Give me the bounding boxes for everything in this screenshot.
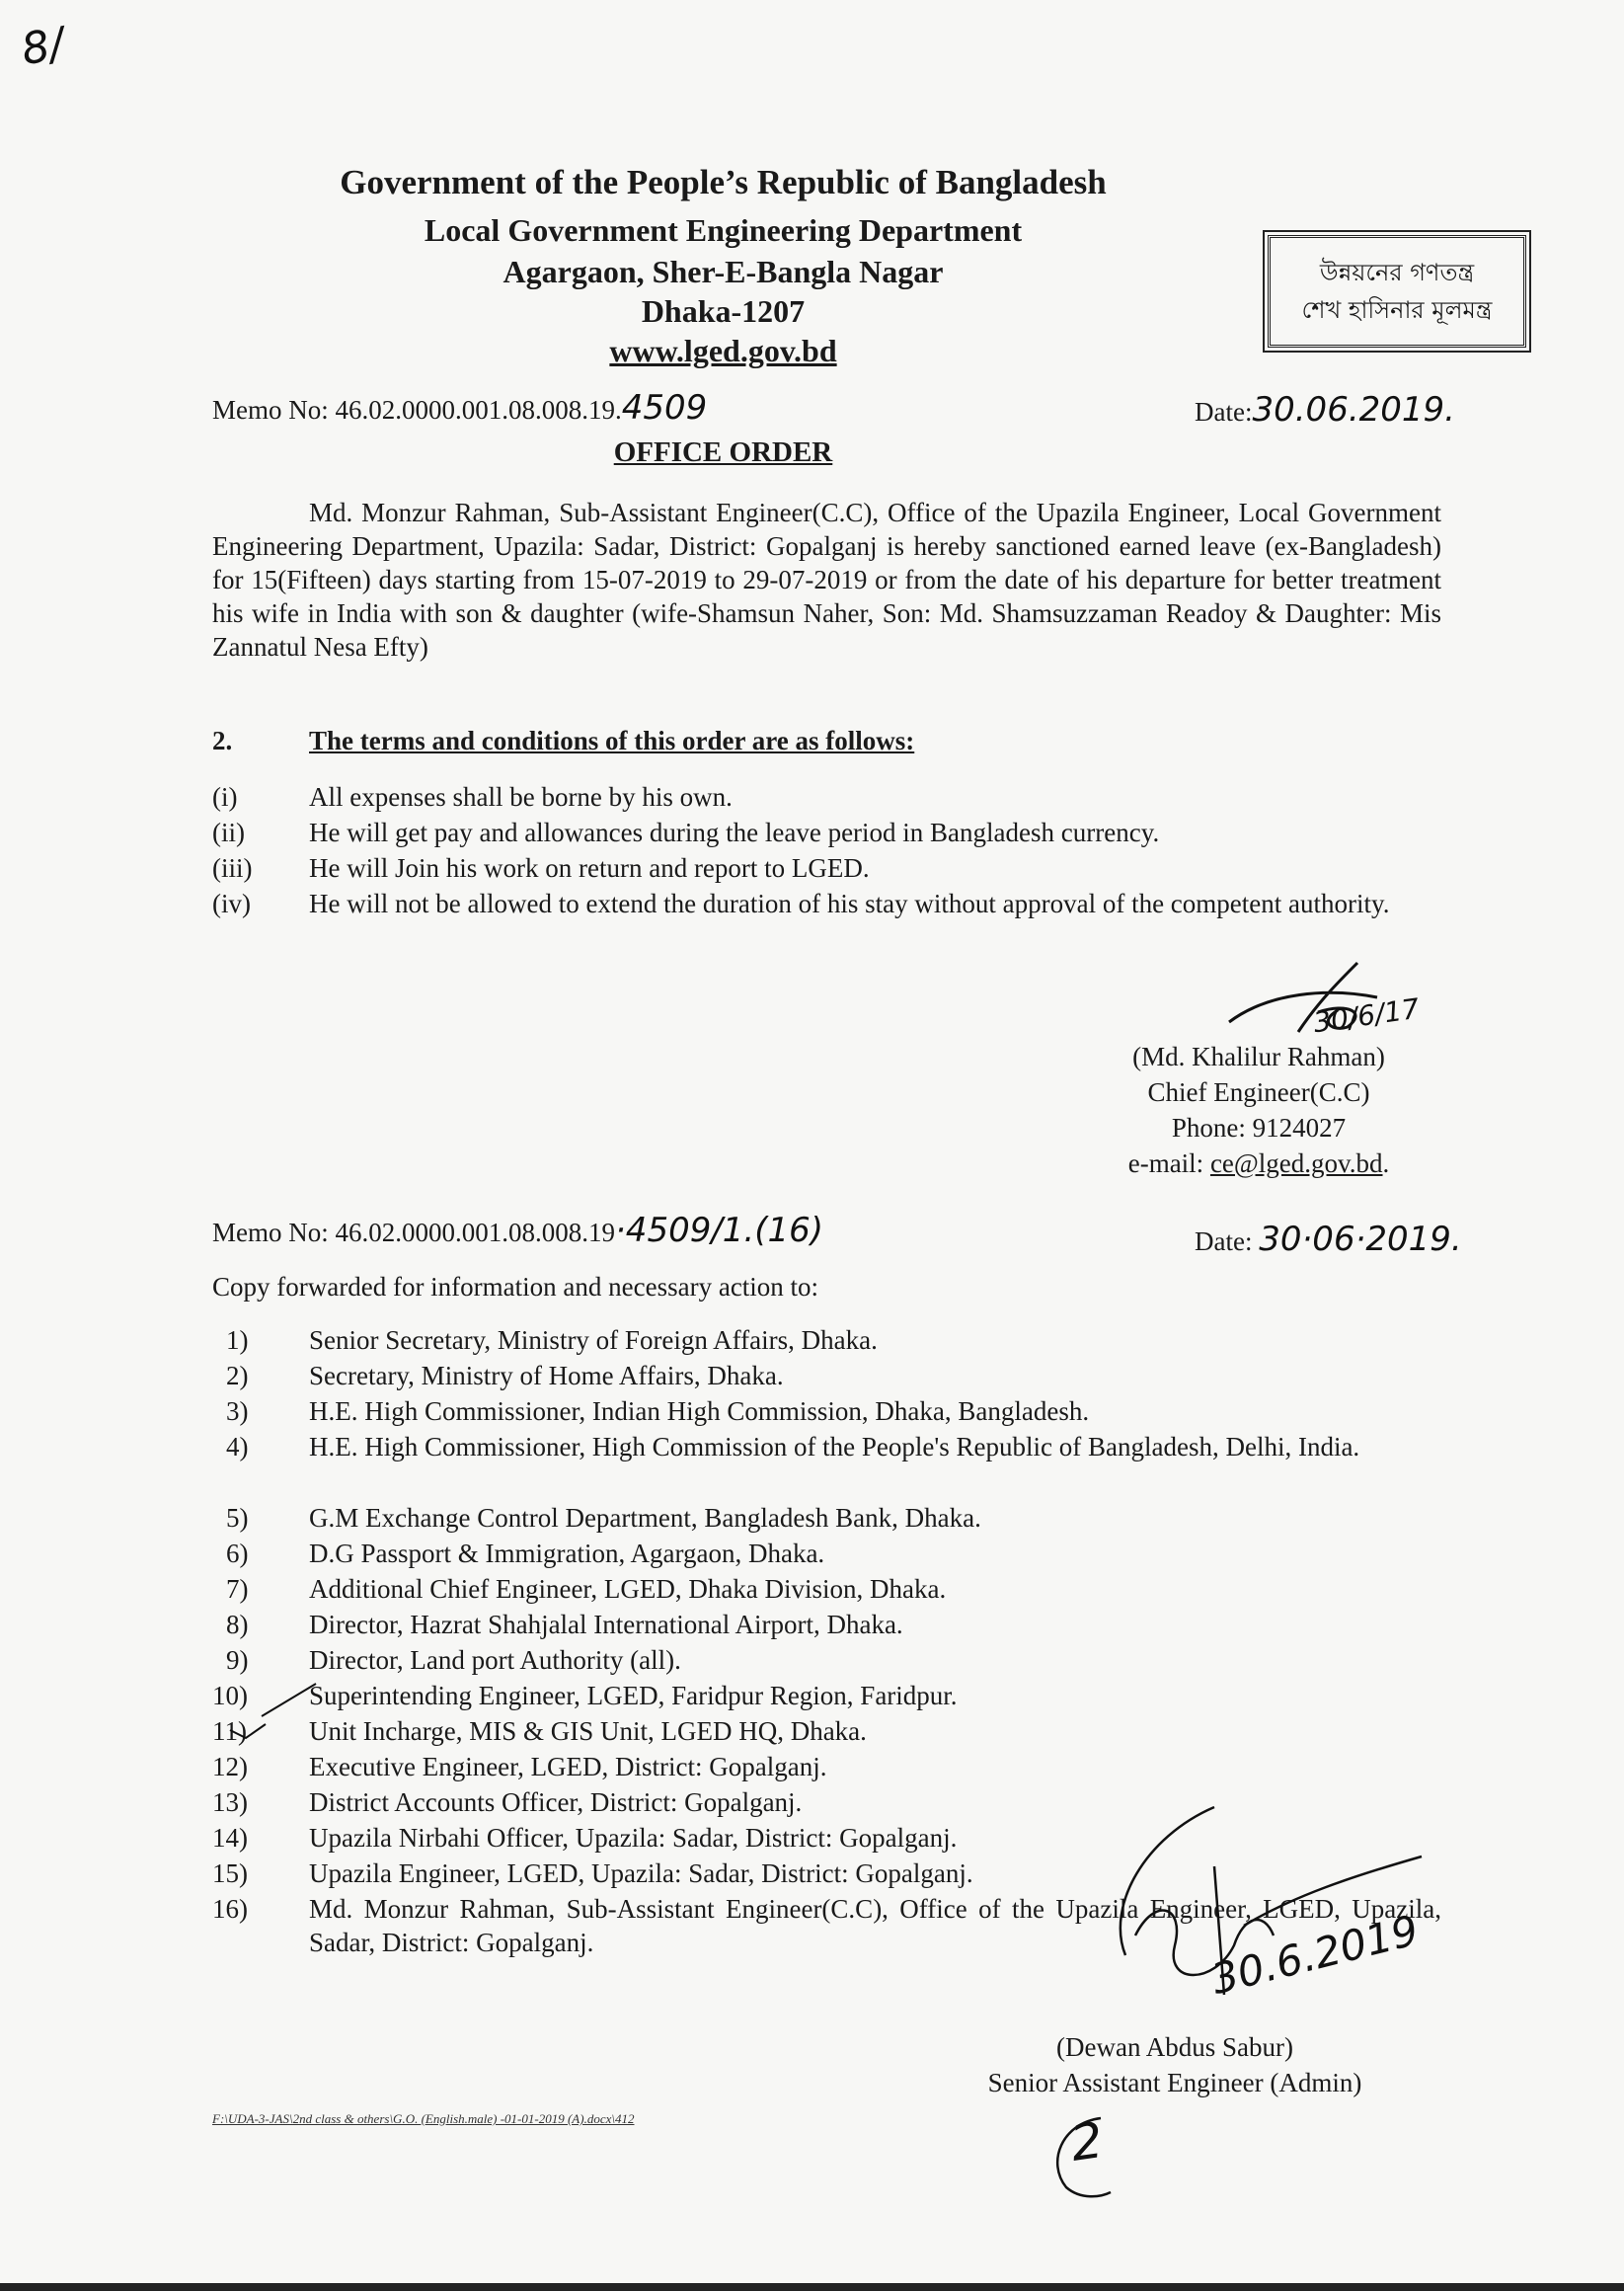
signatory-1-designation: Chief Engineer(C.C) xyxy=(1147,1077,1370,1107)
main-paragraph: Md. Monzur Rahman, Sub-Assistant Engineer(C.C), Office of the Upazila Engineer, Local Government Engineering Department, Upazila: Sadar, District: Gopalganj is hereby sanctioned earned leave (ex-Bangladesh) for 15(Fifteen) days starting from 15-07-2019 to 29-07-2019 or from the date of his departure for better treatment his wife in India with son & daughter (wife-Shamsun Naher, Son: Md. Shamsuzzaman Readoy & Daughter: Mis Zannatul Nesa Efty) xyxy=(212,498,1441,662)
list-item: 12) Executive Engineer, LGED, District: Gopalganj. xyxy=(212,1752,827,1781)
memo-handwritten-number: ·4509/1.(16) xyxy=(615,1211,824,1250)
memo-label: Memo No: 46.02.0000.001.08.008.19 xyxy=(212,1218,615,1247)
signatory-1-name: (Md. Khalilur Rahman) xyxy=(1132,1042,1385,1071)
date-handwritten: 30·06·2019. xyxy=(1259,1220,1462,1259)
date-1 xyxy=(1195,390,1455,430)
address-line: Agargaon, Sher-E-Bangla Nagar xyxy=(503,254,944,289)
email-link[interactable]: ce@lged.gov.bd xyxy=(1209,1148,1383,1178)
memo-number-2 xyxy=(212,1211,823,1250)
list-item: 8) Director, Hazrat Shahjalal International Airport, Dhaka. xyxy=(226,1610,903,1639)
list-item: 15) Upazila Engineer, LGED, Upazila: Sadar, District: Gopalganj. xyxy=(212,1858,973,1888)
section-number: 2. xyxy=(212,726,233,755)
list-item: 4) H.E. High Commissioner, High Commission of the People's Republic of Bangladesh, Delhi, India. xyxy=(226,1432,1360,1462)
website-link: www.lged.gov.bd xyxy=(609,333,837,368)
scan-edge xyxy=(0,2283,1624,2291)
list-item: 2) Secretary, Ministry of Home Affairs, Dhaka. xyxy=(226,1361,784,1390)
motto-box xyxy=(1268,235,1526,348)
motto-line-2: শেখ হাসিনার মূলমন্ত্র xyxy=(1301,296,1493,324)
signatory-1-block xyxy=(1061,1039,1456,1181)
signatory-1-email-line: e-mail: ce@lged.gov.bd. xyxy=(1127,1148,1390,1178)
list-item: 10) Superintending Engineer, LGED, Faridpur Region, Faridpur. xyxy=(212,1681,958,1710)
initial-mark: 2 xyxy=(1067,2111,1107,2172)
list-item: 14) Upazila Nirbahi Officer, Upazila: Sadar, District: Gopalganj. xyxy=(212,1823,958,1853)
list-item: (iii) He will Join his work on return and report to LGED. xyxy=(212,853,870,883)
initial-loop xyxy=(1042,2103,1150,2202)
signature-2-date: 30.6.2019 xyxy=(1206,1905,1424,2005)
date-label: Date: xyxy=(1195,1226,1253,1256)
list-item: 7) Additional Chief Engineer, LGED, Dhaka Division, Dhaka. xyxy=(226,1574,947,1604)
file-path-footer: F:\UDA-3-JAS\2nd class & others\G.O. (English.male) -01-01-2019 (A).docx\412 xyxy=(212,2111,635,2126)
list-item: 1) Senior Secretary, Ministry of Foreign Affairs, Dhaka. xyxy=(226,1325,878,1355)
list-item: (i) All expenses shall be borne by his own. xyxy=(212,782,733,812)
copy-forwarded-line: Copy forwarded for information and necessary action to: xyxy=(212,1272,819,1302)
date-2 xyxy=(1195,1220,1462,1259)
list-item: 6) D.G Passport & Immigration, Agargaon, Dhaka. xyxy=(226,1539,825,1568)
signature-1-date: 30/6/17 xyxy=(1311,991,1422,1040)
list-item: 5) G.M Exchange Control Department, Bangladesh Bank, Dhaka. xyxy=(226,1503,981,1533)
memo-label: Memo No: 46.02.0000.001.08.008.19. xyxy=(212,395,622,425)
office-order-title: OFFICE ORDER xyxy=(613,436,833,468)
list-item: (ii) He will get pay and allowances during the leave period in Bangladesh currency. xyxy=(212,818,1160,847)
list-item: 9) Director, Land port Authority (all). xyxy=(226,1645,681,1675)
signatory-2-name: (Dewan Abdus Sabur) xyxy=(1056,2032,1293,2062)
motto-line-1: উন্নয়নের গণতন্ত্র xyxy=(1319,259,1475,286)
list-item: 3) H.E. High Commissioner, Indian High Commission, Dhaka, Bangladesh. xyxy=(226,1396,1090,1426)
corner-handwritten-mark: 8/ xyxy=(17,18,68,76)
signatory-1-phone: Phone: 9124027 xyxy=(1171,1113,1347,1143)
government-title: Government of the People’s Republic of Bangladesh xyxy=(340,163,1107,201)
list-item: 11) Unit Incharge, MIS & GIS Unit, LGED HQ, Dhaka. xyxy=(212,1716,867,1746)
section-title: The terms and conditions of this order are as follows: xyxy=(309,726,915,755)
department-name: Local Government Engineering Department xyxy=(424,212,1023,248)
date-label: Date: xyxy=(1195,397,1253,427)
list-item: (iv) He will not be allowed to extend the duration of his stay without approval of the competent authority. xyxy=(212,889,1390,918)
memo-number-1 xyxy=(212,388,707,428)
signatory-2-block xyxy=(928,2029,1422,2100)
signatory-2-designation: Senior Assistant Engineer (Admin) xyxy=(987,2068,1362,2097)
memo-handwritten-number: 4509 xyxy=(621,388,708,428)
city-line: Dhaka-1207 xyxy=(641,293,806,329)
list-item: 16) Md. Monzur Rahman, Sub-Assistant Engineer(C.C), Office of the Upazila Engineer, LGED, Upazila, Sadar, District: Gopalganj. xyxy=(212,1894,1441,1957)
date-handwritten: 30.06.2019. xyxy=(1252,390,1455,430)
tick-marks xyxy=(222,1679,331,1748)
list-item: 13) District Accounts Officer, District: Gopalganj. xyxy=(212,1787,803,1817)
